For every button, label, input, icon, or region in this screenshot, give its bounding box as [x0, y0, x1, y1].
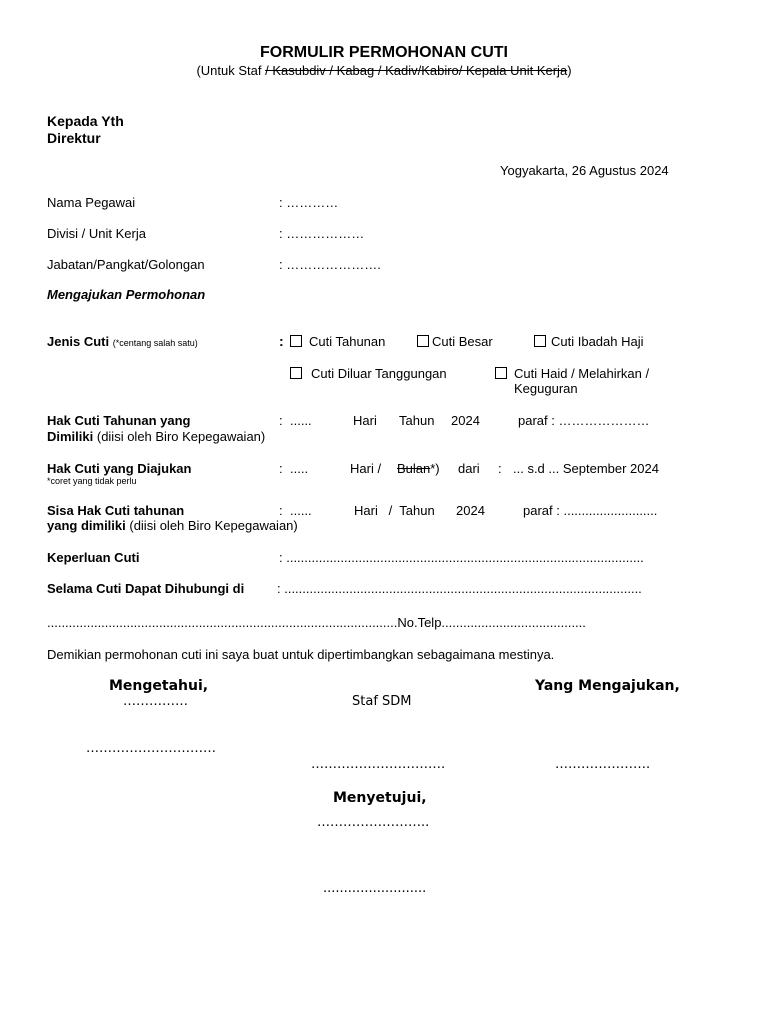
menyetujui-dots: …………………….. — [317, 815, 430, 830]
checkbox-icon[interactable] — [290, 335, 302, 347]
option-cuti-haid-melahirkan[interactable] — [495, 366, 649, 381]
checkbox-icon[interactable] — [495, 367, 507, 379]
hak-cuti-tahun: Tahun — [399, 413, 435, 428]
option-label: Cuti Besar — [432, 334, 493, 349]
diajukan-dari: dari — [458, 461, 480, 476]
hak-cuti-label-2 — [47, 429, 265, 444]
keperluan-label: Keperluan Cuti — [47, 550, 140, 565]
jenis-cuti-note: (*centang salah satu) — [112, 338, 198, 348]
hak-cuti-dimiliki: Dimiliki — [47, 429, 94, 444]
option-cuti-diluar-tanggungan[interactable] — [290, 366, 447, 381]
hak-cuti-paraf[interactable]: paraf : ………………… — [518, 413, 650, 428]
hak-cuti-hari: Hari — [353, 413, 377, 428]
middle-signature-line[interactable]: …………………………. — [311, 757, 446, 772]
hak-cuti-label: Hak Cuti Tahunan yang — [47, 413, 191, 428]
recipient-line1: Kepada Yth — [47, 113, 124, 129]
bottom-signature-line[interactable]: ......................... — [323, 881, 427, 896]
sisa-days-field[interactable]: ...... — [290, 503, 312, 518]
diajukan-bulan-struck: Bulan — [397, 461, 431, 476]
sisa-dimiliki: yang dimiliki — [47, 518, 126, 533]
mengetahui-label: Mengetahui, — [109, 678, 209, 694]
form-title: FORMULIR PERMOHONAN CUTI — [260, 44, 508, 61]
right-signature-line[interactable]: …………………. — [555, 757, 651, 772]
option-label: Cuti Ibadah Haji — [551, 334, 644, 349]
jenis-cuti-label-group — [47, 334, 198, 349]
option-label: Cuti Tahunan — [309, 334, 386, 349]
hak-cuti-year: 2024 — [451, 413, 480, 428]
jenis-cuti-label: Jenis Cuti — [47, 334, 110, 349]
option-label: Cuti Haid / Melahirkan / — [514, 366, 650, 381]
sisa-label: Sisa Hak Cuti tahunan — [47, 503, 185, 518]
form-subtitle — [0, 63, 768, 78]
subtitle-open: (Untuk Staf — [196, 63, 266, 78]
diajukan-colon-2: : — [498, 461, 502, 476]
option-label-continued: Keguguran — [514, 381, 578, 396]
keperluan-field[interactable]: : ................................................................................................... — [279, 550, 644, 565]
place-date: Yogyakarta, 26 Agustus 2024 — [500, 163, 669, 178]
nama-label: Nama Pegawai — [47, 195, 136, 210]
hak-cuti-colon: : — [279, 413, 283, 428]
checkbox-icon[interactable] — [417, 335, 429, 347]
sisa-colon: : — [279, 503, 283, 518]
staf-sdm-label: Staf SDM — [352, 694, 412, 709]
subtitle-struck-roles: / Kasubdiv / Kabag / Kadiv/Kabiro/ Kepala Unit Kerja — [265, 63, 568, 78]
option-cuti-ibadah-haji[interactable] — [534, 334, 644, 349]
jenis-cuti-colon: : — [279, 333, 284, 349]
menyetujui-label: Menyetujui, — [333, 790, 427, 806]
mengajukan-heading: Mengajukan Permohonan — [47, 287, 206, 302]
hak-cuti-note: (diisi oleh Biro Kepegawaian) — [93, 429, 266, 444]
yang-mengajukan-label: Yang Mengajukan, — [535, 678, 680, 694]
diajukan-note: *coret yang tidak perlu — [47, 476, 137, 486]
checkbox-icon[interactable] — [290, 367, 302, 379]
diajukan-days-field[interactable]: ..... — [290, 461, 309, 476]
sisa-hari-tahun: Hari / Tahun — [354, 503, 435, 518]
address-telp-field[interactable]: .................................................................................................No.Telp........................................ — [47, 615, 586, 630]
dihubungi-label: Selama Cuti Dapat Dihubungi di — [47, 581, 245, 596]
sisa-year: 2024 — [456, 503, 485, 518]
closing-statement: Demikian permohonan cuti ini saya buat untuk dipertimbangkan sebagaimana mestinya. — [47, 647, 555, 662]
sisa-paraf[interactable]: paraf : .......................... — [523, 503, 658, 518]
diajukan-bulan-suffix: *) — [430, 461, 440, 476]
recipient-line2: Direktur — [47, 130, 101, 146]
subtitle-close: ) — [567, 63, 572, 78]
diajukan-label: Hak Cuti yang Diajukan — [47, 461, 192, 476]
left-signature-line[interactable]: ………………………… — [86, 741, 216, 756]
dihubungi-field[interactable]: : ................................................................................................... — [277, 581, 642, 596]
diajukan-date-range[interactable]: ... s.d ... September 2024 — [513, 461, 659, 476]
divisi-field[interactable]: : ……………… — [279, 226, 365, 241]
diajukan-bulan-group — [397, 461, 440, 476]
sisa-label-2 — [47, 518, 298, 533]
option-cuti-tahunan[interactable] — [290, 334, 385, 349]
nama-field[interactable]: : ………… — [279, 195, 339, 210]
divisi-label: Divisi / Unit Kerja — [47, 226, 146, 241]
mengetahui-dots: …………… — [123, 694, 188, 709]
option-cuti-besar[interactable] — [417, 334, 493, 349]
option-label: Cuti Diluar Tanggungan — [311, 366, 447, 381]
diajukan-colon: : — [279, 461, 283, 476]
jabatan-field[interactable]: : …………………. — [279, 257, 381, 272]
sisa-note: (diisi oleh Biro Kepegawaian) — [125, 518, 298, 533]
checkbox-icon[interactable] — [534, 335, 546, 347]
jabatan-label: Jabatan/Pangkat/Golongan — [47, 257, 205, 272]
diajukan-hari: Hari / — [350, 461, 382, 476]
hak-cuti-days-field[interactable]: ...... — [290, 413, 312, 428]
